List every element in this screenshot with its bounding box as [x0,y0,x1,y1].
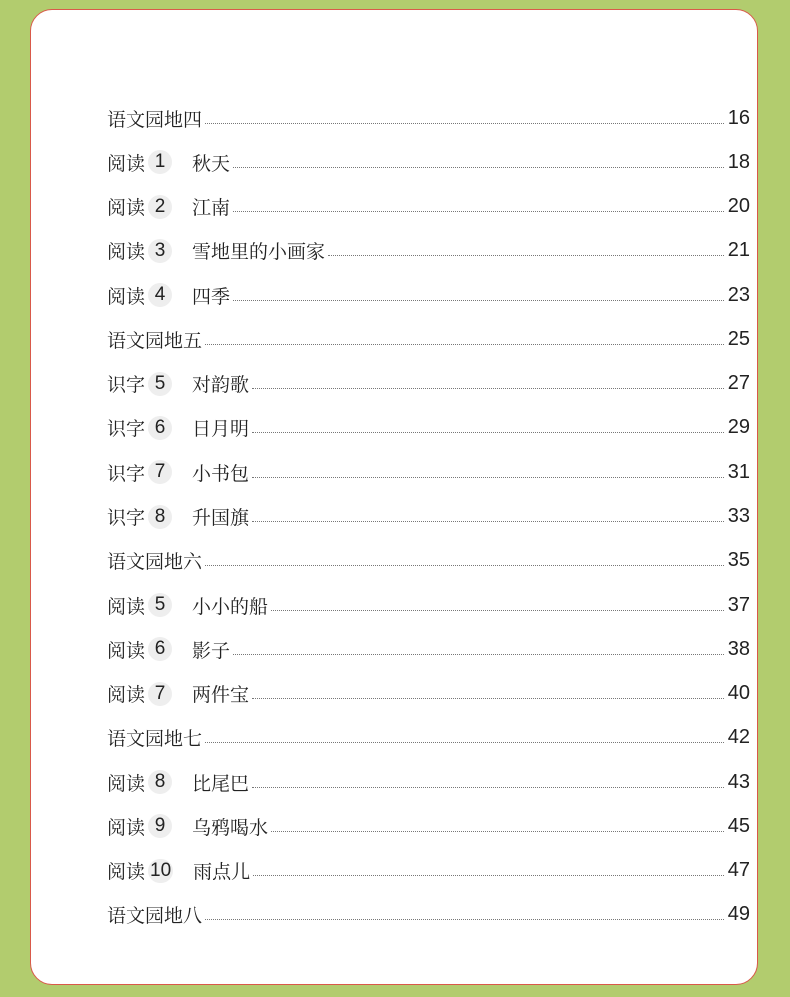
toc-section-row[interactable] [107,539,750,583]
lesson-type: 阅读 [107,197,146,220]
section-title: 语文园地八 [107,905,203,928]
toc-entry-label [107,193,230,220]
lesson-number-badge: 10 [150,859,172,881]
toc-item-row[interactable] [107,627,750,671]
page-number: 25 [727,327,750,350]
toc-item-row[interactable] [107,450,750,494]
lesson-type: 识字 [107,418,146,441]
toc-item-row[interactable] [107,804,750,848]
page-number: 47 [727,859,750,882]
toc-entry-label [107,105,202,132]
lesson-title: 雨点儿 [193,861,251,884]
dot-leader [205,123,724,124]
dot-leader [252,432,724,433]
page-number: 37 [727,593,750,616]
section-title: 语文园地七 [107,728,203,751]
lesson-number-badge: 8 [148,770,172,794]
lesson-title: 乌鸦喝水 [192,816,269,839]
page-number: 49 [727,903,750,926]
section-title: 语文园地六 [107,551,203,574]
lesson-number-badge: 5 [148,593,172,617]
lesson-type: 阅读 [107,595,146,618]
toc-section-row[interactable] [107,893,750,937]
lesson-title: 小小的船 [192,595,269,618]
toc-item-row[interactable] [107,140,750,184]
page-number: 27 [727,372,750,395]
toc-item-row[interactable] [107,185,750,229]
table-of-contents [107,96,750,937]
dot-leader [205,344,724,345]
page-number: 33 [727,505,750,528]
dot-leader [205,919,724,920]
toc-item-row[interactable] [107,583,750,627]
toc-section-row[interactable] [107,716,750,760]
lesson-number-badge: 6 [148,637,172,661]
lesson-title: 影子 [192,639,231,662]
dot-leader [253,875,724,876]
dot-leader [252,787,724,788]
lesson-number-badge: 3 [148,239,172,263]
toc-entry-label [107,680,249,707]
dot-leader [252,698,724,699]
toc-item-row[interactable] [107,849,750,893]
page-number: 45 [727,814,750,837]
toc-item-row[interactable] [107,362,750,406]
lesson-title: 秋天 [192,152,231,175]
page-number: 43 [727,770,750,793]
toc-entry-label [107,282,230,309]
toc-entry-label [107,370,249,397]
toc-entry-label [107,857,250,884]
toc-entry-label [107,237,325,264]
page-number: 21 [727,239,750,262]
dot-leader [252,388,724,389]
lesson-number-badge: 7 [148,682,172,706]
lesson-title: 比尾巴 [192,772,250,795]
toc-entry-label [107,503,249,530]
toc-item-row[interactable] [107,671,750,715]
toc-entry-label [107,547,202,574]
dot-leader [233,167,724,168]
lesson-title: 两件宝 [192,684,250,707]
dot-leader [205,742,724,743]
section-title: 语文园地五 [107,329,203,352]
lesson-type: 识字 [107,507,146,530]
page-number: 16 [727,106,750,129]
page-number: 40 [727,682,750,705]
lesson-type: 阅读 [107,772,146,795]
toc-item-row[interactable] [107,273,750,317]
toc-entry-label [107,459,249,486]
lesson-number-badge: 6 [148,416,172,440]
lesson-title: 小书包 [192,462,250,485]
page-number: 20 [727,195,750,218]
lesson-type: 识字 [107,374,146,397]
page-number: 29 [727,416,750,439]
dot-leader [233,300,724,301]
page-number: 31 [727,460,750,483]
lesson-title: 江南 [192,197,231,220]
toc-entry-label [107,813,268,840]
lesson-type: 阅读 [107,816,146,839]
toc-entry-label [107,149,230,176]
section-title: 语文园地四 [107,108,203,131]
page-number: 23 [727,283,750,306]
lesson-title: 日月明 [192,418,250,441]
lesson-type: 阅读 [107,684,146,707]
dot-leader [271,610,724,611]
toc-entry-label [107,901,202,928]
lesson-number-badge: 7 [148,460,172,484]
lesson-type: 阅读 [107,241,146,264]
toc-item-row[interactable] [107,760,750,804]
lesson-title: 雪地里的小画家 [192,241,326,264]
toc-item-row[interactable] [107,406,750,450]
toc-entry-label [107,769,249,796]
lesson-number-badge: 9 [148,814,172,838]
lesson-type: 阅读 [107,152,146,175]
toc-entry-label [107,724,202,751]
lesson-number-badge: 2 [148,195,172,219]
toc-section-row[interactable] [107,96,750,140]
toc-item-row[interactable] [107,494,750,538]
dot-leader [233,654,724,655]
dot-leader [205,565,724,566]
dot-leader [252,477,724,478]
page-number: 35 [727,549,750,572]
dot-leader [328,255,724,256]
lesson-title: 四季 [192,285,231,308]
dot-leader [252,521,724,522]
toc-entry-label [107,592,268,619]
lesson-title: 对韵歌 [192,374,250,397]
lesson-number-badge: 8 [148,505,172,529]
page-number: 18 [727,150,750,173]
lesson-title: 升国旗 [192,507,250,530]
lesson-type: 阅读 [107,639,146,662]
lesson-type: 阅读 [107,861,146,884]
toc-entry-label [107,414,249,441]
toc-item-row[interactable] [107,229,750,273]
lesson-number-badge: 5 [148,372,172,396]
toc-card [30,9,758,985]
dot-leader [271,831,724,832]
lesson-number-badge: 1 [148,150,172,174]
toc-section-row[interactable] [107,317,750,361]
toc-entry-label [107,636,230,663]
dot-leader [233,211,724,212]
lesson-type: 识字 [107,462,146,485]
page-number: 38 [727,637,750,660]
lesson-type: 阅读 [107,285,146,308]
lesson-number-badge: 4 [148,283,172,307]
page-number: 42 [727,726,750,749]
toc-entry-label [107,326,202,353]
